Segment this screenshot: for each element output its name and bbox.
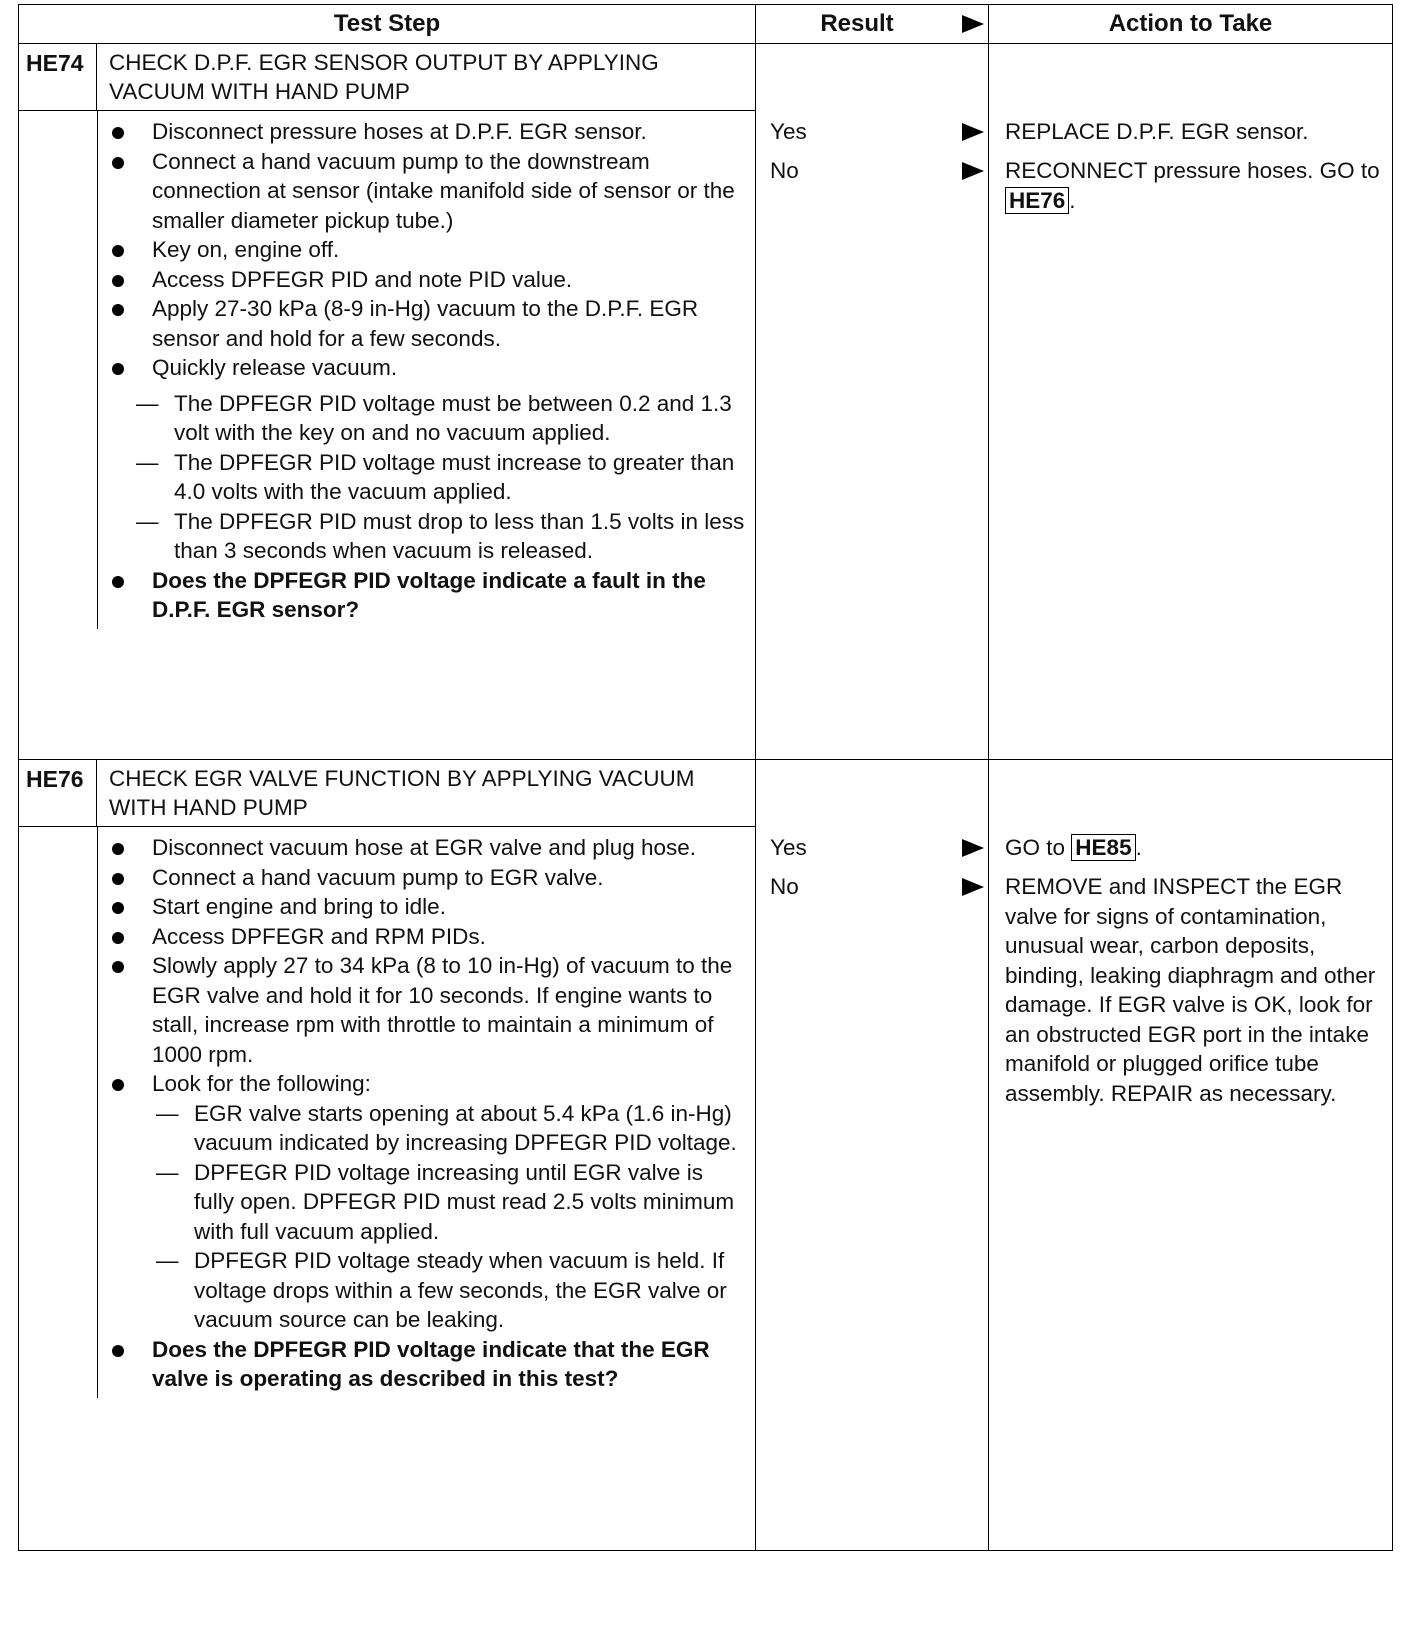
step-reference-link[interactable]: HE85 — [1071, 834, 1135, 861]
sub-item: — The DPFEGR PID voltage must be between 0.2 and 1.3 volt with the key on and no vacuum applied. — [136, 390, 732, 445]
sub-item: — The DPFEGR PID voltage must increase to greater than 4.0 volts with the vacuum applied. — [136, 449, 735, 504]
list-item: Apply 27-30 kPa (8-9 in-Hg) vacuum to the D.P.F. EGR sensor and hold for a few seconds. — [98, 294, 745, 353]
list-item: Connect a hand vacuum pump to the downstream connection at sensor (intake manifold side of sensor or the smaller diameter pickup tube.) — [98, 147, 745, 236]
bullet-icon — [112, 576, 124, 588]
bullet-icon — [112, 245, 124, 257]
list-item: Access DPFEGR PID and note PID value. — [98, 265, 745, 295]
action-yes: GO to HE85 . — [1005, 835, 1142, 860]
step-instructions — [98, 827, 755, 1398]
action-cell-he76 — [989, 760, 1393, 1551]
action-no: REMOVE and INSPECT the EGR valve for signs of contamination, unusual wear, carbon deposits, binding, leaking diaphragm and other damage. If EGR valve is OK, look for an obstructed EGR port in the intake manifold or plugged orifice tube assembly. REPAIR as necessary. — [1005, 874, 1376, 1106]
action-yes: REPLACE D.P.F. EGR sensor. — [1005, 119, 1309, 144]
diagnostic-table — [18, 4, 1393, 1551]
table-row — [19, 760, 1393, 1551]
bullet-icon — [112, 873, 124, 885]
bullet-icon — [112, 275, 124, 287]
bullet-icon — [112, 304, 124, 316]
arrow-right-icon — [962, 15, 984, 33]
sub-item: — The DPFEGR PID must drop to less than 1.5 volts in less than 3 seconds when vacuum is released. — [136, 508, 745, 563]
step-cell-he76 — [19, 760, 756, 1551]
action-cell-he74 — [989, 44, 1393, 760]
header-result — [756, 5, 989, 44]
list-item: Start engine and bring to idle. — [98, 892, 745, 922]
result-cell-he74 — [756, 44, 989, 760]
list-item: Slowly apply 27 to 34 kPa (8 to 10 in-Hg) of vacuum to the EGR valve and hold it for 10 seconds. If engine wants to stall, increase rpm with throttle to maintain a minimum of 1000 rpm. — [98, 951, 745, 1069]
bullet-icon — [112, 157, 124, 169]
bullet-icon — [112, 932, 124, 944]
table-row — [19, 44, 1393, 760]
list-item: Access DPFEGR and RPM PIDs. — [98, 922, 745, 952]
step-title: CHECK EGR VALVE FUNCTION BY APPLYING VACUUM WITH HAND PUMP — [109, 766, 695, 820]
arrow-right-icon — [962, 878, 984, 896]
arrow-right-icon — [962, 839, 984, 857]
header-action: Action to Take — [989, 5, 1393, 44]
table-header — [19, 5, 1393, 44]
result-no: No — [770, 872, 982, 902]
step-cell-he74 — [19, 44, 756, 760]
list-item: Disconnect pressure hoses at D.P.F. EGR sensor. — [98, 117, 745, 147]
sub-item: — DPFEGR PID voltage steady when vacuum is held. If voltage drops within a few seconds, the EGR valve or vacuum source can be leaking. — [156, 1248, 727, 1332]
bullet-icon — [112, 961, 124, 973]
list-item: Disconnect vacuum hose at EGR valve and plug hose. — [98, 833, 745, 863]
bullet-icon — [112, 902, 124, 914]
arrow-right-icon — [962, 162, 984, 180]
result-yes: Yes — [770, 833, 982, 863]
result-no: No — [770, 156, 982, 186]
sub-item: — DPFEGR PID voltage increasing until EGR valve is fully open. DPFEGR PID must read 2.5 volts minimum with full vacuum applied. — [156, 1159, 735, 1244]
step-instructions — [98, 111, 755, 629]
step-id: HE74 — [19, 44, 97, 110]
arrow-right-icon — [962, 123, 984, 141]
list-item: Key on, engine off. — [98, 235, 745, 265]
bullet-icon — [112, 1345, 124, 1357]
header-result-label: Result — [820, 10, 894, 37]
question: Does the DPFEGR PID voltage indicate that the EGR valve is operating as described in this test? — [98, 1335, 745, 1394]
list-item: Connect a hand vacuum pump to EGR valve. — [98, 863, 745, 893]
bullet-icon — [112, 843, 124, 855]
bullet-icon — [112, 363, 124, 375]
list-item: Quickly release vacuum. — [98, 353, 745, 383]
step-reference-link[interactable]: HE76 — [1005, 187, 1069, 214]
step-id: HE76 — [19, 760, 97, 826]
sub-item: — EGR valve starts opening at about 5.4 kPa (1.6 in-Hg) vacuum indicated by increasing DPFEGR PID voltage. — [156, 1100, 737, 1155]
bullet-icon — [112, 1079, 124, 1091]
result-yes: Yes — [770, 117, 982, 147]
header-test-step: Test Step — [19, 5, 756, 44]
step-title: CHECK D.P.F. EGR SENSOR OUTPUT BY APPLYING VACUUM WITH HAND PUMP — [109, 50, 659, 104]
result-cell-he76 — [756, 760, 989, 1551]
diagnostic-page — [18, 4, 1392, 1634]
question: Does the DPFEGR PID voltage indicate a fault in the D.P.F. EGR sensor? — [98, 566, 745, 625]
bullet-icon — [112, 127, 124, 139]
list-item: Look for the following: — [98, 1069, 745, 1099]
action-no: RECONNECT pressure hoses. GO to HE76 . — [1005, 158, 1380, 213]
